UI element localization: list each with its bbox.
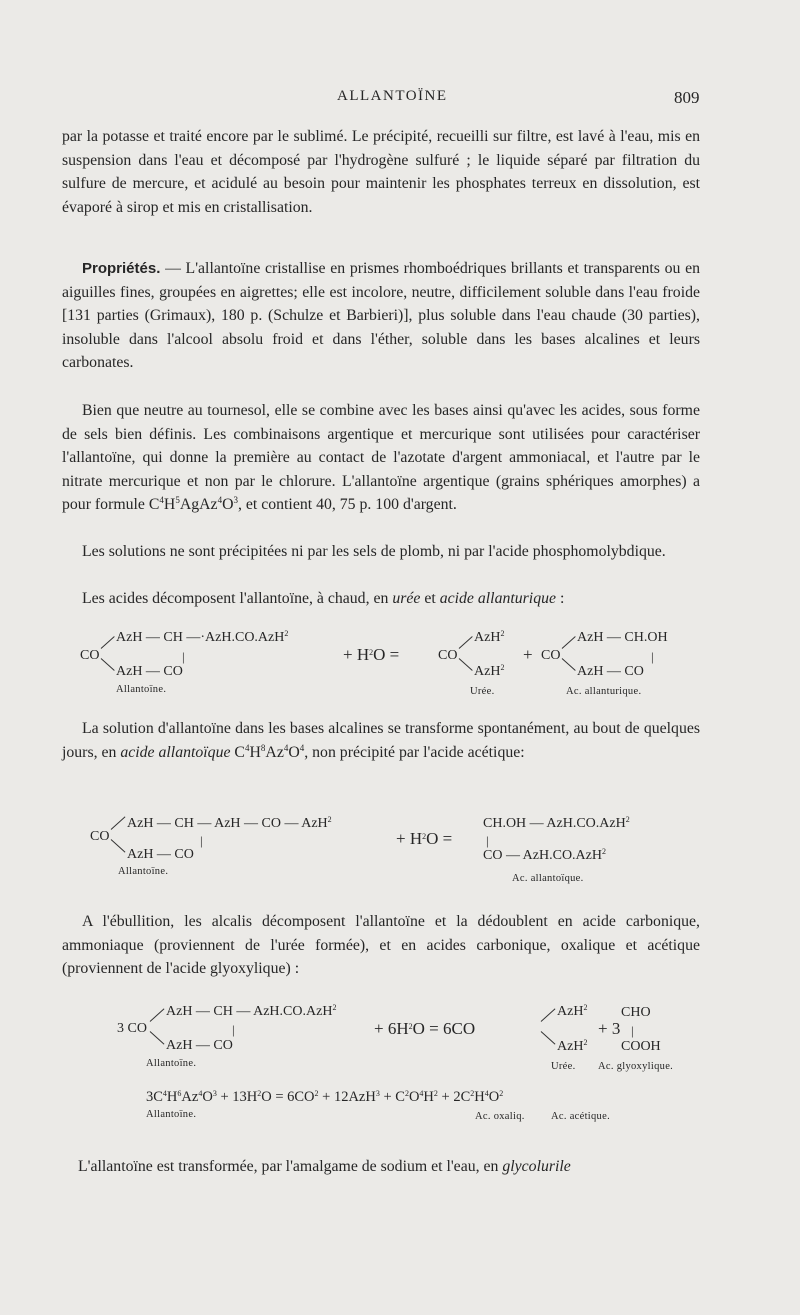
subscript: 4 — [283, 742, 289, 753]
eq1-allantoin-bottom: AzH — CO — [116, 664, 183, 679]
paragraph-allantoic-acid — [62, 717, 700, 764]
eq2-allantoin-bottom: AzH — CO — [127, 847, 194, 862]
paragraph-ebullition: A l'ébullition, les alcalis décomposent l'allantoïne et la dédoublent en acide carbonique, ammoniaque (proviennent de l'urée formée), et en acides carbonique, oxalique et acétique (proviennent de l'acide glyoxylique) : — [62, 913, 700, 978]
running-header — [0, 88, 800, 112]
eq3-urea-top: AzH$^2$ — [557, 1003, 588, 1019]
subscript: 4 — [217, 495, 223, 506]
caption-oxalic-acid: Ac. oxaliq. — [475, 1111, 525, 1122]
caption-acetic-acid: Ac. acétique. — [551, 1111, 610, 1122]
acids-text: Les acides décomposent l'allantoïne, à chaud, en — [82, 590, 393, 607]
caption-allantoin: Allantoïne. — [146, 1058, 197, 1069]
eq1-allanturic-bottom: AzH — CO — [577, 664, 644, 679]
eq4-formula: $3C^4H^6Az^4O^3 + 13H^2O = 6CO^2 + 12AzH^3 + C^2O^4H^2 + 2C^2H^4O^2$ — [146, 1089, 504, 1105]
paragraph-solutions: Les solutions ne sont précipitées ni par les sels de plomb, ni par l'acide phosphomolybdique. — [82, 543, 666, 560]
subscript: 4 — [244, 742, 250, 753]
subscript: 8 — [260, 742, 266, 753]
acids-end: : — [556, 590, 565, 607]
eq1-bond-bar: | — [651, 649, 654, 664]
caption-allantoin: Allantoïne. — [116, 684, 167, 695]
bond-up — [541, 1008, 556, 1021]
eq2-bond-bar: | — [200, 833, 203, 848]
caption-urea: Urée. — [551, 1061, 576, 1072]
allantoic-text-end: , non précipité par l'acide acétique: — [304, 743, 525, 761]
bond-down — [101, 658, 115, 671]
bond-up — [111, 816, 126, 829]
eq3-glyoxylic-bottom: COOH — [621, 1039, 661, 1054]
caption-allantoin: Allantoïne. — [118, 866, 169, 877]
subscript: 4 — [159, 495, 164, 506]
bond-up — [101, 636, 115, 649]
formula-part: O — [222, 496, 234, 514]
eq3-glyoxylic-top: CHO — [621, 1005, 651, 1020]
term-urea: urée — [392, 590, 421, 607]
eq3-allantoin-bottom: AzH — CO — [166, 1038, 233, 1053]
paragraph-preparation: par la potasse et traité encore par le sublimé. Le précipité, recueilli sur filtre, est lavé à l'eau, mis en suspension dans l'eau et décomposé par l'hydrogène sulfuré ; le liquide séparé par filtration du sulfure de mercure, et acidulé au besoin pour maintenir les phosphates terreux en dissolution, est évaporé à sirop et mis en cristallisation. — [62, 128, 700, 216]
bond-down — [562, 658, 576, 671]
caption-allantoic-acid: Ac. allantoïque. — [512, 873, 584, 884]
eq2-water: + $H^2O$ = — [396, 829, 453, 848]
section-heading: Propriétés. — [82, 260, 161, 277]
glycolurile-text: L'allantoïne est transformée, par l'amalgame de sodium et l'eau, en — [78, 1158, 503, 1175]
subscript: 5 — [175, 495, 180, 506]
properties-text: — L'allantoïne cristallise en prismes rhomboédriques brillants et transparents ou en aiguilles fines, groupées en aigrettes; elle est incolore, neutre, difficilement soluble dans l'eau froide [131 parties (Grimaux), 180 p. (Schulze et Barbieri)], plus soluble dans l'eau chaude (30 parties), insoluble dans l'alcool absolu froid et dans l'éther, soluble dans les bases alcalines et leurs carbonates. — [62, 260, 700, 372]
running-title: ALLANTOÏNE — [337, 88, 448, 104]
bond-down — [150, 1031, 165, 1044]
paragraph-properties — [62, 257, 700, 375]
eq2-product-bottom: CO — AzH.CO.AzH$^2$ — [483, 847, 606, 863]
eq2-product-top: CH.OH — AzH.CO.AzH$^2$ — [483, 815, 630, 831]
combinations-text: Bien que neutre au tournesol, elle se combine avec les bases ainsi qu'avec les acides, sous forme de sels bien définis. Les combinaisons argentique et mercurique sont utilisées pour caractériser l'allantoïne, qui donne la première au contact de l'azotate d'argent ammoniacal, et l'autre par le nitrate mercurique et non par le chlorure. L'allantoïne argentique (grains sphériques amorphes) a pour formule C — [62, 402, 700, 514]
formula-part: O — [288, 743, 300, 761]
eq3-allantoin-top: AzH — CH — AzH.CO.AzH$^2$ — [166, 1003, 337, 1019]
eq3-urea-bottom: AzH$^2$ — [557, 1038, 588, 1054]
caption-glyoxylic-acid: Ac. glyoxylique. — [598, 1061, 674, 1072]
formula-part: Az — [265, 743, 284, 761]
eq1-urea-bottom: AzH$^2$ — [474, 663, 505, 679]
bond-down — [541, 1031, 556, 1044]
subscript: 4 — [299, 742, 305, 753]
acids-conj: et — [420, 590, 440, 607]
paragraph-glycolurile — [78, 1155, 703, 1179]
term-allanturic-acid: acide allanturique — [439, 590, 556, 607]
eq1-water: + $H^2O$ = — [343, 645, 400, 664]
eq2-allantoin-top: AzH — CH — AzH — CO — AzH$^2$ — [127, 815, 332, 831]
eq1-plus: + — [523, 645, 533, 664]
formula-part: AgAz — [179, 496, 218, 514]
eq1-urea-co: CO — [438, 648, 458, 663]
eq1-allantoin-top: AzH — CH —·AzH.CO.AzH$^2$ — [116, 629, 289, 645]
subscript: 3 — [233, 495, 238, 506]
eq3-water: + $6H^2O = 6CO$ — [374, 1019, 476, 1038]
formula-part: H — [163, 496, 176, 514]
eq3-bond-bar: | — [232, 1022, 235, 1037]
eq3-glyoxylic-coef: + 3 — [598, 1019, 621, 1038]
term-allantoic-acid: acide allantoïque — [120, 743, 231, 761]
caption-allanturic-acid: Ac. allanturique. — [566, 686, 642, 697]
caption-allantoin: Allantoïne. — [146, 1109, 197, 1120]
bond-up — [150, 1008, 165, 1021]
bond-up — [562, 636, 576, 649]
eq1-urea-top: AzH$^2$ — [474, 629, 505, 645]
bond-down — [459, 658, 473, 671]
eq2-bond-bar: | — [486, 833, 489, 848]
eq1-allanturic-top: AzH — CH.OH — [577, 630, 668, 645]
paragraph-combinations — [62, 399, 700, 517]
eq2-co: CO — [90, 829, 110, 844]
page-number: 809 — [674, 88, 700, 107]
paragraph-acids — [62, 587, 700, 611]
formula-part: C — [230, 743, 245, 761]
eq1-co: CO — [80, 648, 100, 663]
combinations-text-end: , et contient 40, 75 p. 100 d'argent. — [237, 496, 457, 514]
term-glycolurile: glycolurile — [502, 1158, 571, 1175]
eq1-allanturic-co: CO — [541, 648, 561, 663]
eq3-bond-bar: | — [631, 1023, 634, 1038]
caption-urea: Urée. — [470, 686, 495, 697]
bond-down — [111, 839, 126, 852]
formula-part: H — [249, 743, 261, 761]
bond-up — [459, 636, 473, 649]
allantoic-text: La solution d'allantoïne dans les bases alcalines se transforme spontanément, au bout de quelques jours, en — [62, 720, 700, 761]
eq1-bond-bar: | — [182, 649, 185, 664]
eq3-coefficient-co: 3 CO — [117, 1021, 147, 1036]
